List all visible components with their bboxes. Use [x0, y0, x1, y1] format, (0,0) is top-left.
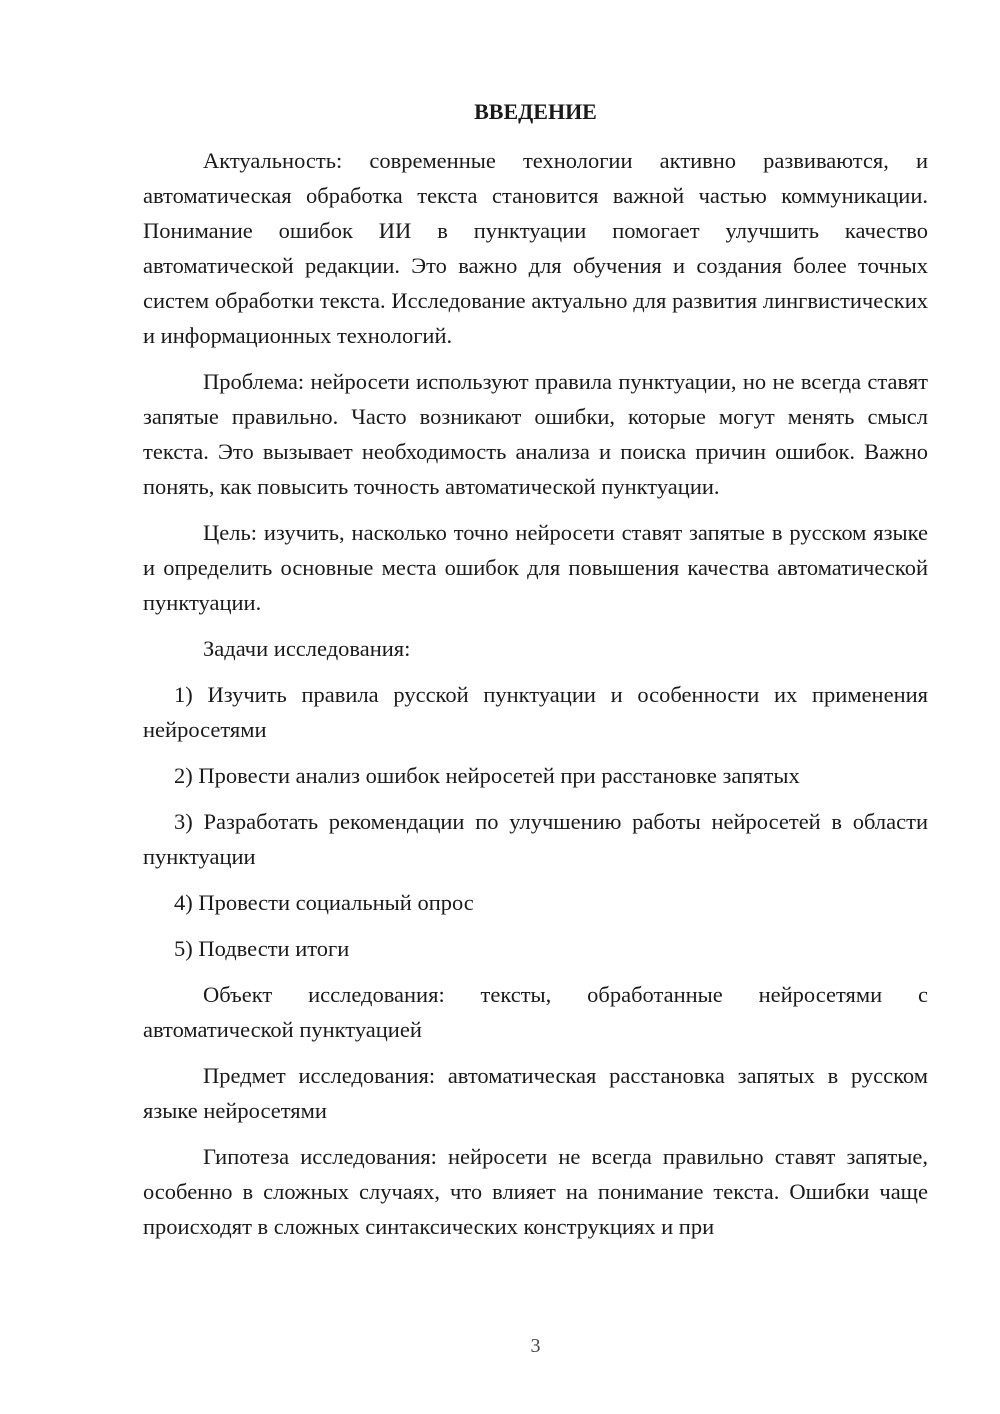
task-item-4: 4) Провести социальный опрос	[174, 890, 474, 915]
paragraph-object: Объект исследования: тексты, обработанные нейросетями с автоматической пунктуацией	[143, 982, 928, 1042]
task-item-1: 1) Изучить правила русской пунктуации и особенности их применения нейросетями	[143, 682, 928, 742]
section-title: ВВЕДЕНИЕ	[474, 99, 597, 124]
task-item-5: 5) Подвести итоги	[174, 936, 350, 961]
paragraph-relevance: Актуальность: современные технологии активно развиваются, и автоматическая обработка текста становится важной частью коммуникации. Понимание ошибок ИИ в пунктуации помогает улучшить качество автоматической редакции. Это важно для обучения и создания более точных систем обработки текста. Исследование актуально для развития лингвистических и информационных технологий.	[143, 148, 928, 348]
paragraph-problem: Проблема: нейросети используют правила пунктуации, но не всегда ставят запятые правильно. Часто возникают ошибки, которые могут менять смысл текста. Это вызывает необходимость анализа и поиска причин ошибок. Важно понять, как повысить точность автоматической пунктуации.	[143, 369, 928, 499]
page-number: 3	[530, 1335, 541, 1357]
paragraph-subject: Предмет исследования: автоматическая расстановка запятых в русском языке нейросетями	[143, 1063, 928, 1123]
paragraph-tasks-heading: Задачи исследования:	[203, 636, 411, 661]
document-body	[143, 143, 928, 1255]
document-page	[143, 0, 928, 1414]
paragraph-hypothesis: Гипотеза исследования: нейросети не всегда правильно ставят запятые, особенно в сложных случаях, что влияет на понимание текста. Ошибки чаще происходят в сложных синтаксических конструкциях и при	[143, 1144, 928, 1239]
task-item-2: 2) Провести анализ ошибок нейросетей при расстановке запятых	[174, 763, 800, 788]
paragraph-goal: Цель: изучить, насколько точно нейросети ставят запятые в русском языке и определить основные места ошибок для повышения качества автоматической пунктуации.	[143, 520, 928, 615]
task-item-3: 3) Разработать рекомендации по улучшению работы нейросетей в области пунктуации	[143, 809, 928, 869]
